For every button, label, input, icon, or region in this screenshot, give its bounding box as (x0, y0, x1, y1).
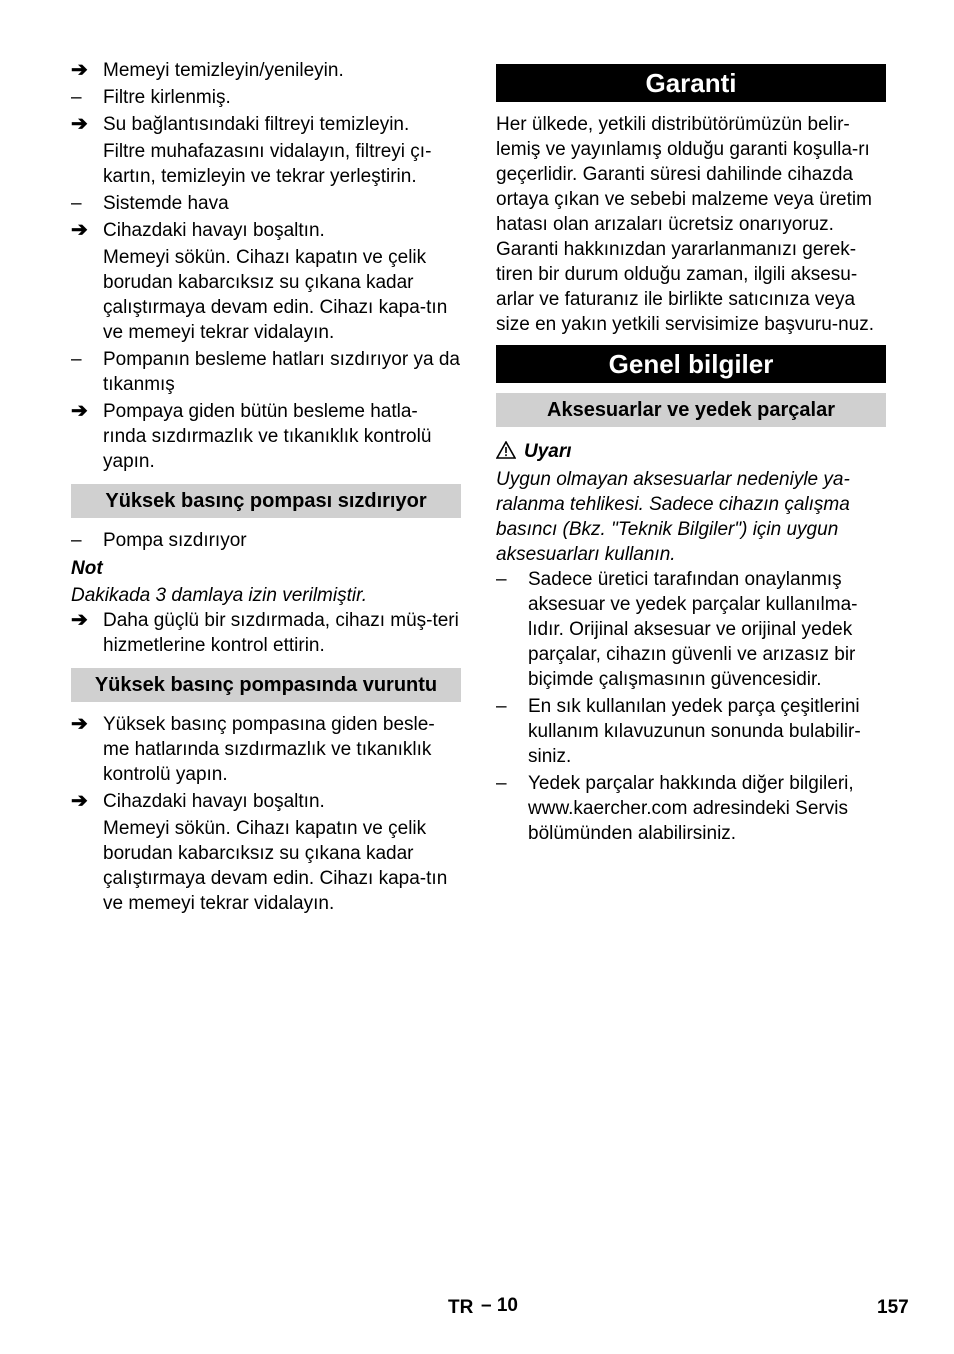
list-item-detail: Filtre muhafazasını vidalayın, filtreyi çı-kartın, temizleyin ve tekrar yerleştirin. (103, 141, 432, 187)
heading-genel-bilgiler: Genel bilgiler (496, 345, 886, 383)
warning-text: Uygun olmayan aksesuarlar nedeniyle ya-ralanma tehlikesi. Sadece cihazın çalışma basıncı (Bkz. "Teknik Bilgiler") için uygun aksesuarları kullanın. (496, 469, 850, 565)
heading-pump-knock: Yüksek basınç pompasında vuruntu (71, 668, 461, 702)
dash-bullet: – (71, 349, 82, 370)
list-item (71, 528, 461, 553)
arrow-right-icon: ➔ (71, 713, 88, 735)
arrow-right-icon: ➔ (71, 219, 88, 241)
page-number: 157 (877, 1297, 909, 1318)
dash-bullet: – (496, 569, 507, 590)
footer-section-page: – 10 (481, 1295, 518, 1316)
list-item (496, 694, 886, 769)
note-title: Not (71, 558, 103, 579)
list-item-text: Pompa sızdırıyor (103, 530, 247, 551)
warning-title (496, 437, 886, 467)
arrow-right-icon: ➔ (71, 113, 88, 135)
list-item-text: En sık kullanılan yedek parça çeşitlerini kullanım kılavuzunun sonunda bulabilir-siniz. (528, 696, 861, 767)
note-text: Dakikada 3 damlaya izin verilmiştir. (71, 585, 368, 606)
warning-label: Uyarı (524, 441, 572, 462)
arrow-right-icon: ➔ (71, 609, 88, 631)
list-item (71, 58, 461, 83)
list-item-text: Sadece üretici tarafından onaylanmış aksesuar ve yedek parçalar kullanılma-lıdır. Orijinal aksesuar ve orijinal yedek parçalar, cihazın güvenli ve arızasız bir biçimde çalışmasının güvencesidir. (528, 569, 858, 690)
list-item-text: Cihazdaki havayı boşaltın. (103, 220, 325, 241)
list-item (71, 85, 461, 110)
warning-triangle-icon (496, 441, 516, 459)
list-item-text: Filtre kirlenmiş. (103, 87, 231, 108)
left-column (71, 58, 461, 918)
dash-bullet: – (71, 87, 82, 108)
garanti-paragraph-1: Her ülkede, yetkili distribütörümüzün belir-lemiş ve yayınlamış olduğu garanti koşulla-rı geçerlidir. Garanti süresi dahilinde cihazda ortaya çıkan ve sebebi malzeme veya üretim hatası olan arızaları ücretsiz onarıyoruz. (496, 114, 872, 235)
list-item (496, 771, 886, 846)
heading-aksesuarlar: Aksesuarlar ve yedek parçalar (496, 393, 886, 427)
list-item-text: Daha güçlü bir sızdırmada, cihazı müş-teri hizmetlerine kontrol ettirin. (103, 610, 459, 656)
list-item-text: Pompanın besleme hatları sızdırıyor ya da tıkanmış (103, 349, 460, 395)
troubleshooting-list (71, 58, 461, 474)
list-item-detail: Memeyi sökün. Cihazı kapatın ve çelik borudan kabarcıksız su çıkana kadar çalıştırmaya devam edin. Cihazı kapa-tın ve memeyi tekrar vidalayın. (103, 818, 448, 914)
list-item (71, 112, 461, 137)
list-item-text: Pompaya giden bütün besleme hatla-rında sızdırmazlık ve tıkanıklık kontrolü yapın. (103, 401, 432, 472)
arrow-right-icon: ➔ (71, 59, 88, 81)
heading-pump-leak: Yüksek basınç pompası sızdırıyor (71, 484, 461, 518)
list-item (71, 191, 461, 216)
list-item-text: Yedek parçalar hakkında diğer bilgileri, www.kaercher.com adresindeki Servis bölümünden alabilirsiniz. (528, 773, 854, 844)
list-item-text: Memeyi temizleyin/yenileyin. (103, 60, 344, 81)
list-item (71, 789, 461, 814)
list-item-text: Yüksek basınç pompasına giden besle-me hatlarında sızdırmazlık ve tıkanıklık kontrolü yapın. (103, 714, 435, 785)
dash-bullet: – (71, 530, 82, 551)
list-item-text: Cihazdaki havayı boşaltın. (103, 791, 325, 812)
dash-bullet: – (71, 193, 82, 214)
footer-language: TR (448, 1297, 474, 1318)
dash-bullet: – (496, 696, 507, 717)
right-column (496, 58, 886, 848)
arrow-right-icon: ➔ (71, 400, 88, 422)
list-item-detail: Memeyi sökün. Cihazı kapatın ve çelik borudan kabarcıksız su çıkana kadar çalıştırmaya devam edin. Cihazı kapa-tın ve memeyi tekrar vidalayın. (103, 247, 448, 343)
garanti-paragraph-2: Garanti hakkınızdan yararlanmanızı gerek-tiren bir durum olduğu zaman, ilgili aksesu-arlar ve faturanız ile birlikte satıcınıza veya size en yakın yetkili servisimize başvuru-nuz. (496, 239, 875, 335)
list-item (71, 608, 461, 658)
list-item-text: Su bağlantısındaki filtreyi temizleyin. (103, 114, 410, 135)
list-item-text: Sistemde hava (103, 193, 229, 214)
list-item (71, 347, 461, 397)
list-item (71, 218, 461, 243)
list-item (71, 712, 461, 787)
list-item (496, 567, 886, 692)
heading-garanti: Garanti (496, 64, 886, 102)
dash-bullet: – (496, 773, 507, 794)
arrow-right-icon: ➔ (71, 790, 88, 812)
list-item (71, 399, 461, 474)
